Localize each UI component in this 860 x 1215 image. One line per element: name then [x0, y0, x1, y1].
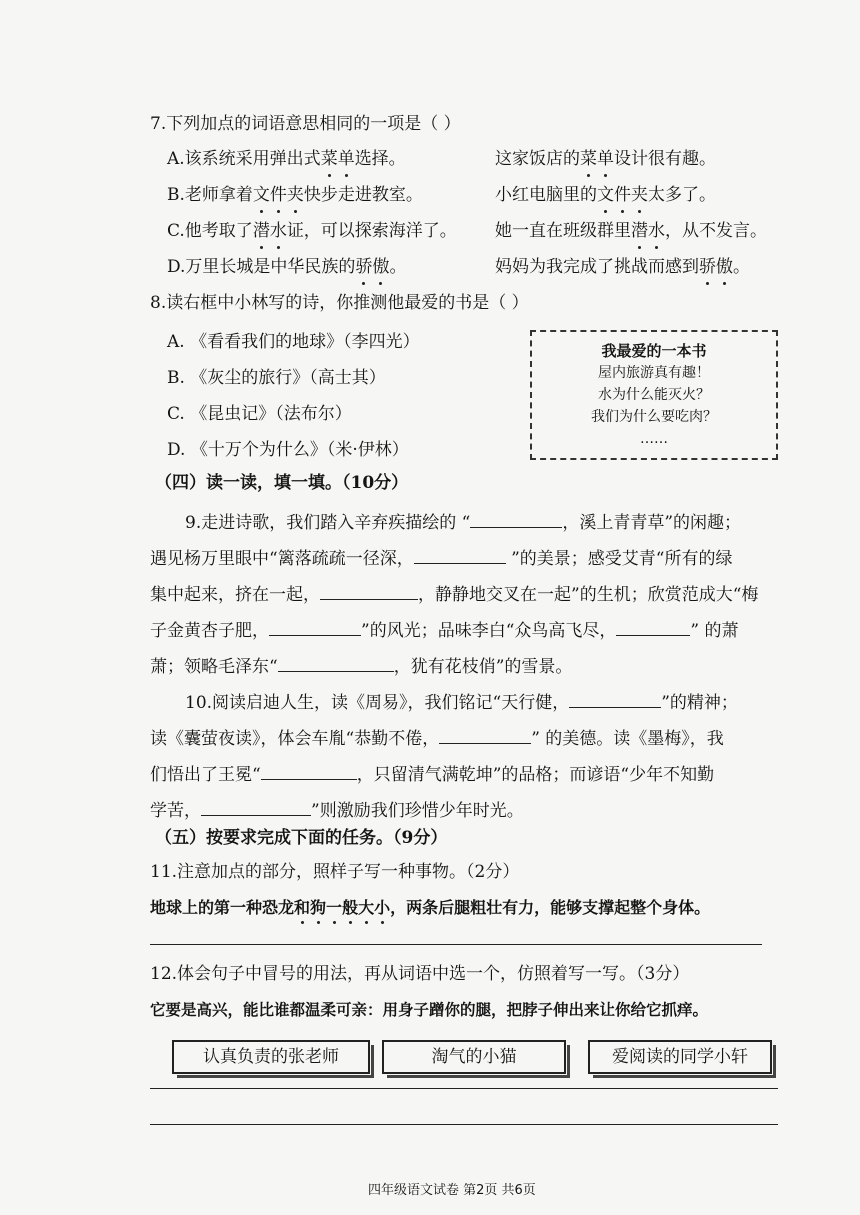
q9-line-3: [150, 581, 758, 607]
q10-line-3-a: 们悟出了王冕“: [150, 765, 261, 785]
q8-option-c: C. 《昆虫记》（法布尔）: [167, 404, 352, 424]
q8-stem: 8.读右框中小林写的诗，你推测他最爱的书是（ ）: [150, 293, 529, 313]
q10-blank-4[interactable]: [201, 797, 311, 816]
q10-line-1: [185, 689, 738, 715]
q9-blank-2[interactable]: [414, 545, 506, 564]
q7-stem: 7.下列加点的词语意思相同的一项是（ ）: [150, 114, 461, 134]
q11-example-a: 地球上的第一种恐龙: [150, 898, 295, 917]
q10-line-1-a: 10.阅读启迪人生，读《周易》，我们铭记“天行健，: [185, 693, 570, 713]
section-4-heading: （四）读一读，填一填。（10分）: [155, 473, 409, 493]
q12-choice-3[interactable]: [588, 1040, 772, 1074]
q11-example-dotted: 和狗一般大小: [294, 898, 390, 917]
q9-line-5-b: ，犹有花枝俏”的雪景。: [393, 657, 573, 677]
q10-line-4-b: ”则激励我们珍惜少年时光。: [311, 801, 524, 821]
q7-option-a-right: 这家饭店的菜单设计很有趣。: [495, 149, 716, 169]
q10-line-4: [150, 797, 524, 823]
page-footer: 四年级语文试卷 第2页 共6页: [368, 1183, 536, 1198]
q9-line-5: [150, 653, 572, 679]
poem-box: [530, 330, 778, 460]
q9-line-3-b: ，静静地交叉在一起”的生机；欣赏范成大“梅: [418, 585, 759, 605]
q7-option-d-right: 妈妈为我完成了挑战而感到骄傲。: [495, 257, 750, 277]
q9-line-4: [150, 617, 739, 643]
q12-choice-1[interactable]: [172, 1040, 370, 1074]
q10-line-2: [150, 725, 724, 751]
q10-line-2-b: ” 的美德。读《墨梅》，我: [531, 729, 724, 749]
q7-option-b-right: 小红电脑里的文件夹太多了。: [495, 185, 716, 205]
q12-answer-line-2[interactable]: [150, 1124, 778, 1125]
q9-line-1: [185, 509, 741, 535]
q12-example: 它要是高兴，能比谁都温柔可亲：用身子蹭你的腿，把脖子伸出来让你给它抓痒。: [150, 1001, 709, 1019]
q9-line-2-a: 遇见杨万里眼中“篱落疏疏一径深，: [150, 549, 414, 569]
q9-line-4-b: ”的风光；品味李白“众鸟高飞尽，: [361, 621, 617, 641]
section-5-heading: （五）按要求完成下面的任务。（9分）: [155, 828, 448, 848]
q9-line-5-a: 萧；领略毛泽东“: [150, 657, 278, 677]
q9-line-3-a: 集中起来，挤在一起，: [150, 585, 320, 605]
q9-blank-3[interactable]: [320, 581, 418, 600]
poem-title: 我最爱的一本书: [601, 342, 707, 360]
q8-option-b: B. 《灰尘的旅行》（高士其）: [167, 368, 386, 388]
q10-line-3-b: ，只留清气满乾坤”的品格；而谚语“少年不知勤: [356, 765, 715, 785]
poem-line-2: 水为什么能灭火？: [598, 387, 710, 403]
q7-option-b-left: B.老师拿着文件夹快步走进教室。: [167, 185, 423, 205]
q9-line-2-b: ”的美景；感受艾青“所有的绿: [505, 549, 733, 569]
q10-line-1-b: ”的精神；: [661, 693, 738, 713]
q9-line-1-b: ，溪上青青草”的闲趣；: [562, 513, 742, 533]
q9-line-4-a: 子金黄杏子肥，: [150, 621, 269, 641]
q7-option-c-right: 她一直在班级群里潜水，从不发言。: [495, 221, 767, 241]
q7-option-c-left: C.他考取了潜水证，可以探索海洋了。: [167, 221, 457, 241]
q7-option-a-left: A.该系统采用弹出式菜单选择。: [167, 149, 406, 169]
q10-line-2-a: 读《囊萤夜读》，体会车胤“恭勤不倦，: [150, 729, 440, 749]
q11-example-b: ，两条后腿粗壮有力，能够支撑起整个身体。: [390, 898, 711, 917]
q11-answer-line[interactable]: [150, 944, 762, 945]
q9-line-4-c: ” 的萧: [690, 621, 739, 641]
q12-stem: 12.体会句子中冒号的用法，再从词语中选一个，仿照着写一写。（3分）: [150, 964, 690, 984]
q10-line-4-a: 学苦，: [150, 801, 201, 821]
q9-line-2: [150, 545, 733, 571]
poem-line-4: ……: [640, 431, 668, 447]
q10-blank-3[interactable]: [261, 761, 357, 780]
q12-choice-1-label: 认真负责的张老师: [203, 1047, 339, 1067]
q9-blank-1[interactable]: [470, 509, 562, 528]
q12-choice-2-label: 淘气的小猫: [431, 1047, 517, 1067]
q9-blank-4[interactable]: [269, 617, 361, 636]
q8-option-d: D. 《十万个为什么》（米·伊林）: [167, 440, 409, 460]
q9-blank-6[interactable]: [278, 653, 394, 672]
q10-blank-2[interactable]: [439, 725, 531, 744]
q11-stem: 11.注意加点的部分，照样子写一种事物。（2分）: [150, 862, 520, 882]
q8-option-a: A. 《看看我们的地球》（李四光）: [167, 332, 420, 352]
q12-choice-2[interactable]: [382, 1040, 566, 1074]
q9-line-1-a: 9.走进诗歌，我们踏入辛弃疾描绘的 “: [185, 513, 471, 533]
q12-answer-line-1[interactable]: [150, 1088, 778, 1089]
q11-example: [150, 895, 710, 918]
q10-blank-1[interactable]: [569, 689, 661, 708]
q10-line-3: [150, 761, 714, 787]
poem-line-1: 屋内旅游真有趣！: [598, 365, 710, 381]
q12-choice-3-label: 爱阅读的同学小轩: [612, 1047, 748, 1067]
q9-blank-5[interactable]: [616, 617, 690, 636]
q7-option-d-left: D.万里长城是中华民族的骄傲。: [167, 257, 407, 277]
poem-line-3: 我们为什么要吃肉？: [591, 409, 717, 425]
